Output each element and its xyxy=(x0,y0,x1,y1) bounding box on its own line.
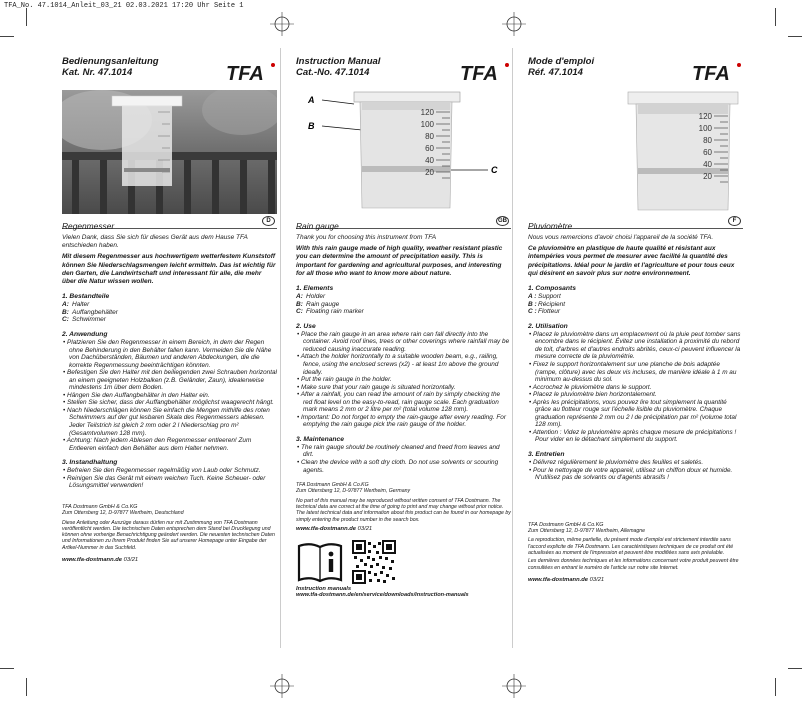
list-item: • Fixez le support horizontalement sur une planche de bois adaptée (rampe, clôture) avec les deux vis incluses, de manière idéale à 1 m au minimum au-dessus du sol. xyxy=(529,360,737,384)
section-header xyxy=(296,216,511,229)
svg-text:TFA: TFA xyxy=(692,63,730,83)
heading-maintenance: 3. Instandhaltung xyxy=(62,459,118,467)
website-link[interactable]: www.tfa-dostmann.de 03/21 xyxy=(62,557,139,564)
heading-use: 2. Utilisation xyxy=(528,322,568,330)
product-photo xyxy=(528,90,743,214)
manuals-link[interactable]: www.tfa-dostmann.de/en/service/downloads/instruction-manuals xyxy=(296,592,469,599)
manuals-label: Instruction manuals xyxy=(296,585,352,592)
scale-tick-label: 60 xyxy=(703,148,712,157)
intro-bold-text: Ce pluviomètre en plastique de haute qualité et résistant aux intempéries vous permet de mesurer avec facilité la quantité des précipitations. Idéal pour le jardin et l'agriculture et pour tous ceux qui désirent en savoir plus sur notre environnement. xyxy=(528,245,735,277)
manual-book-icon xyxy=(296,542,344,584)
list-item: • Délivrez régulièrement le pluviomètre des feuilles et saletés. xyxy=(529,459,704,466)
list-item: C: Floating rain marker xyxy=(296,308,364,316)
section-header xyxy=(62,216,277,229)
label-b: B xyxy=(308,121,315,131)
list-item: • Nach Niederschlägen können Sie einfach die Mengen mithilfe des roten Schwimmers auf der gut lesbaren Skala des Regenmessers ablesen. Jeder Teilstrich ist gleich 2 mm oder 2 l Niederschlag pro m² (Gesamtvolumen 128 mm). xyxy=(63,406,270,437)
catalog-number: Kat. Nr. 47.1014 xyxy=(62,67,133,78)
intro-bold-text: Mit diesem Regenmesser aus hochwertigem wetterfestem Kunststoff können Sie Niederschlagsmengen leicht ermitteln. Das ist wichtig für den Garten, die Landwirtschaft und interessant für alle, die mehr über die Natur wissen wollen. xyxy=(62,253,276,286)
company-name: TFA Dostmann GmbH & Co.KG xyxy=(296,482,369,489)
heading-components: 1. Composants xyxy=(528,285,576,293)
column-divider xyxy=(280,48,281,648)
scale-tick-label: 20 xyxy=(425,168,434,177)
list-item: A: Holder xyxy=(296,293,326,301)
column-divider xyxy=(512,48,513,648)
crop-mark xyxy=(788,36,802,37)
website-link[interactable]: www.tfa-dostmann.de 03/21 xyxy=(528,576,605,583)
company-name: TFA Dostmann GmbH & Co.KG xyxy=(528,521,604,528)
intro-text: Vielen Dank, dass Sie sich für dieses Gerät aus dem Hause TFA entschieden haben. xyxy=(62,234,248,250)
intro-bold-text: With this rain gauge made of high quality, weather resistant plastic you can determine the amount of precipitation easily. This is important for gardening and agricultural purposes, and interesting for all those who want to know more about nature. xyxy=(296,245,503,277)
column-english xyxy=(296,56,511,646)
list-item: • Put the rain gauge in the holder. xyxy=(297,376,392,384)
heading-elements: 1. Elements xyxy=(296,285,334,293)
column-french xyxy=(528,56,743,646)
registration-mark-icon xyxy=(502,674,526,698)
label-c: C xyxy=(491,165,498,175)
section-title: Rain gauge xyxy=(296,221,339,231)
list-item: • Clean the device with a soft dry cloth. Do not use solvents or scouring agents. xyxy=(297,459,499,474)
svg-text:TFA: TFA xyxy=(226,63,264,83)
heading-components: 1. Bestandteile xyxy=(62,293,110,301)
crop-mark xyxy=(26,678,27,696)
company-name: TFA Dostmann GmbH & Co.KG xyxy=(62,503,138,510)
list-item: A : Support xyxy=(528,293,561,301)
list-item: • After a rainfall, you can read the amount of rain by simply checking the red float level on the easy-to-read, rain gauge scale. Each graduation mark means 2 mm or 2 litre per m² (total volume 128 mm). xyxy=(297,391,501,414)
list-item: • Stellen Sie sicher, dass der Auffangbehälter möglichst waagerecht hängt. xyxy=(63,399,274,407)
list-item: • Placez le pluviomètre bien horizontalement. xyxy=(529,391,657,399)
list-item: • Attach the holder horizontally to a suitable wooden beam, e.g., railing, fence, using the enclosed screws (x2) - at least 1m above the ground ideally. xyxy=(297,353,499,376)
list-item: B :Récipient xyxy=(528,300,566,308)
list-item: • Platzieren Sie den Regenmesser in einem Bereich, in dem der Regen ohne Behinderung in den Behälter fallen kann. Vermeiden Sie die Nähe von Dachüberständen, Bäumen und anderen Abdeckungen, die die korrekte Regenmessung beeinträchtigen könnten. xyxy=(63,339,272,369)
column-german xyxy=(62,56,277,646)
manual-title: Mode d'emploi xyxy=(528,56,595,67)
list-item: • Attention : Videz le pluviomètre après chaque mesure de précipitations ! Pour vider en le détachant simplement du support. xyxy=(529,428,737,444)
legal-notice: Diese Anleitung oder Auszüge daraus dürfen nur mit Zustimmung von TFA Dostmann veröffentlicht werden. Die technischen Daten entsprechen dem Stand bei Drucklegung und können ohne vorherige Benachrichtigung geändert werden. Die neuesten technischen Daten und Informationen zu Ihrem Produkt finden Sie auf unserer Homepage unter Eingabe der Artikel-Nummer in das Suchfeld. xyxy=(62,519,275,551)
list-item: • Placez le pluviomètre dans un emplacement où la pluie peut tomber sans encombre dans le récipient. Évitez une installation à proximité du rebord de toit, d'arbres et d'autres endroits abrités, ceux-ci peuvent influencer la mesure correcte de la pluviométrie. xyxy=(529,330,741,361)
legal-notice: La reproduction, même partielle, du présent mode d'emploi est strictement interdite sans l'accord explicite de TFA Dostmann. Les caractéristiques techniques de ce produit ont été actualisées au moment de l'impression et peuvent être modifiées sans avis préalable. xyxy=(528,537,734,556)
language-badge: D xyxy=(262,216,275,226)
label-a: A xyxy=(308,95,315,105)
catalog-number: Cat.-No. 47.1014 xyxy=(296,67,370,78)
list-item: • Make sure that your rain gauge is situated horizontally. xyxy=(297,383,456,391)
crop-mark xyxy=(775,8,776,26)
crop-mark xyxy=(26,8,27,26)
rain-gauge-diagram xyxy=(296,90,511,214)
list-item: C: Schwimmer xyxy=(62,316,106,324)
scale-tick-label: 120 xyxy=(698,112,712,121)
section-title: Pluviomètre xyxy=(528,221,573,231)
tfa-logo xyxy=(691,61,743,83)
catalog-number: Réf. 47.1014 xyxy=(528,67,583,78)
list-item: C :Flotteur xyxy=(528,308,561,316)
scale-tick-label: 80 xyxy=(703,136,712,145)
product-photo xyxy=(62,90,277,214)
manual-title: Instruction Manual xyxy=(296,56,381,67)
scale-tick-label: 40 xyxy=(425,156,434,165)
list-item: • Place the rain gauge in an area where rain can fall directly into the container. Avoid roof lines, trees or other coverings where rainfall may be reduced causing inaccurate reading. xyxy=(297,330,510,353)
language-badge: GB xyxy=(498,218,507,224)
scale-tick-label: 100 xyxy=(420,120,434,129)
manual-title: Bedienungsanleitung xyxy=(62,56,159,67)
intro-text: Thank you for choosing this instrument from TFA xyxy=(296,234,437,241)
scale-tick-label: 60 xyxy=(425,144,434,153)
scale-tick-label: 120 xyxy=(420,108,434,117)
crop-mark xyxy=(0,36,14,37)
company-address: Zum Ottersberg 12, D-97877 Wertheim, Germany xyxy=(296,488,411,495)
legal-notice-2: Les dernières données techniques et les informations concernant votre produit peuvent être consultées en entrant le numéro de l'article sur notre site Internet. xyxy=(528,558,739,571)
scale-tick-label: 80 xyxy=(425,132,434,141)
list-item: • Hängen Sie den Auffangbehälter in den Halter ein. xyxy=(63,391,210,399)
tfa-logo xyxy=(459,61,511,83)
registration-mark-icon xyxy=(270,674,294,698)
heading-use: 2. Use xyxy=(296,322,316,330)
website-link[interactable]: www.tfa-dostmann.de 03/21 xyxy=(296,525,373,532)
section-title: Regenmesser xyxy=(62,221,115,231)
list-item: • Après les précipitations, vous pouvez lire tout simplement la quantité grâce au flotteur rouge sur l'échelle lisible du pluviomètre. Chaque graduation représente 2 mm ou 2 l de précipitation par m² (volume total 128 mm). xyxy=(529,398,737,429)
list-item: B: Auffangbehälter xyxy=(62,308,118,316)
scale-tick-label: 20 xyxy=(703,172,712,181)
qr-code-icon[interactable] xyxy=(352,540,396,584)
list-item: • The rain gauge should be routinely cleaned and freed from leaves and dirt. xyxy=(297,443,500,459)
list-item: • Reinigen Sie das Gerät mit einem weichen Tuch. Keine Scheuer- oder Lösungsmittel verwenden! xyxy=(63,474,266,490)
company-address: Zum Ottersberg 12, D-97877 Wertheim, Deutschland xyxy=(62,510,184,517)
list-item: • Befestigen Sie den Halter mit den beiliegenden zwei Schrauben horizontal an einem geeigneten Holzbalken (z.B. Geländer, Zaun), idealerweise mindestens 1m über dem Boden. xyxy=(63,369,277,392)
tfa-logo xyxy=(225,61,277,83)
heading-maintenance: 3. Entretien xyxy=(528,451,565,458)
language-badge: F xyxy=(728,216,741,226)
list-item: • Achtung: Nach jedem Ablesen den Regenmesser entleeren! Zum Entleeren einfach den Behälter aus dem Halter nehmen. xyxy=(63,437,252,452)
title-block xyxy=(528,56,743,86)
list-item: • Important: Do not forget to empty the rain-gauge after every reading. For emptying the rain gauge pick the rain gauge of the holder. xyxy=(297,413,506,429)
list-item: • Accrochez le pluviomètre dans le support. xyxy=(529,383,652,391)
crop-mark xyxy=(788,668,802,669)
download-row xyxy=(296,540,511,584)
list-item: A: Halter xyxy=(62,301,90,309)
legal-notice: No part of this manual may be reproduced without written consent of TFA Dostmann. The technical data are correct at the time of going to print and may change without prior notice. The latest technical data and information about this product can be found in our homepage by simply entering the product number in the search box. xyxy=(296,497,511,523)
scale-tick-label: 40 xyxy=(703,160,712,169)
print-header: TFA_No. 47.1014_Anleit_03_21 02.03.2021 17:20 Uhr Seite 1 xyxy=(4,2,244,10)
list-item: • Pour le nettoyage de votre appareil, utilisez un chiffon doux et humide. N'utilisez pas de solvants ou d'agents abrasifs ! xyxy=(529,466,733,482)
crop-mark xyxy=(775,678,776,696)
scale-tick-label: 100 xyxy=(698,124,712,133)
heading-use: 2. Anwendung xyxy=(62,331,108,338)
svg-text:TFA: TFA xyxy=(460,63,498,83)
section-header xyxy=(528,216,743,229)
registration-mark-icon xyxy=(502,12,526,36)
heading-maintenance: 3. Maintenance xyxy=(296,435,344,443)
registration-mark-icon xyxy=(270,12,294,36)
intro-text: Nous vous remercions d'avoir choisi l'appareil de la société TFA. xyxy=(528,234,714,241)
title-block xyxy=(62,56,277,86)
crop-mark xyxy=(0,668,14,669)
title-block xyxy=(296,56,511,86)
company-address: Zum Ottersberg 12, D-97877 Wertheim, Allemagne xyxy=(528,528,646,535)
list-item: B: Rain gauge xyxy=(296,300,340,308)
list-item: • Befreien Sie den Regenmesser regelmäßig von Laub oder Schmutz. xyxy=(63,467,261,475)
